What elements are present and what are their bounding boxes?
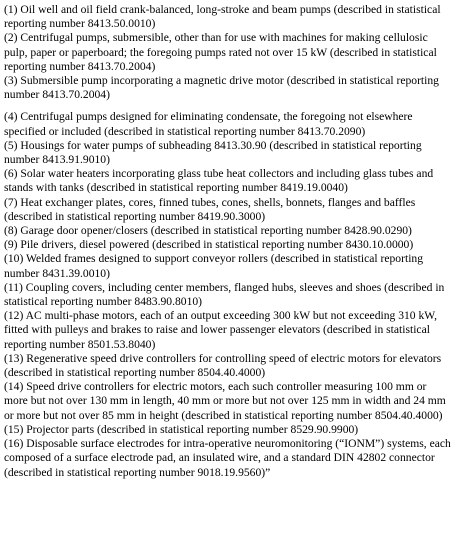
document-body — [4, 3, 453, 480]
list-item-14: (14) Speed drive controllers for electric motors, each such controller measuring 100 mm or more but not over 130 mm in length, 40 mm or more but not over 125 mm in width and 24 mm or more but not over 85 mm in height (described in statistical reporting number 8504.40.4000) — [4, 380, 446, 422]
list-item-4: (4) Centrifugal pumps designed for eliminating condensate, the foregoing not elsewhere specified or included (described in statistical reporting number 8413.70.2090) — [4, 110, 413, 138]
list-item-13: (13) Regenerative speed drive controllers for controlling speed of electric motors for elevators (described in statistical reporting number 8504.40.4000) — [4, 351, 442, 380]
list-item-6: (6) Solar water heaters incorporating glass tube heat collectors and including glass tubes and stands with tanks (described in statistical reporting number 8419.19.0040) — [4, 167, 434, 195]
list-item-5: (5) Housings for water pumps of subheading 8413.30.90 (described in statistical reporting number 8413.91.9010) — [4, 138, 422, 167]
list-item-1: (1) Oil well and oil field crank-balanced, long-stroke and beam pumps (described in statistical reporting number 8413.50.0010) — [4, 3, 441, 31]
list-item-8: (8) Garage door opener/closers (described in statistical reporting number 8428.90.0290) — [4, 224, 412, 238]
list-item-11: (11) Coupling covers, including center members, flanged hubs, sleeves and shoes (described in statistical reporting number 8483.90.8010) — [4, 280, 445, 309]
paragraph-gap — [4, 102, 453, 110]
list-item-7: (7) Heat exchanger plates, cores, finned tubes, cones, shells, bonnets, flanges and baffles (described in statistical reporting number 8419.90.3000) — [4, 195, 416, 223]
list-item-12: (12) AC multi-phase motors, each of an output exceeding 300 kW but not exceeding 310 kW, fitted with pulleys and brakes to raise and lower passenger elevators (described in statistical reporting number 8501.53.8040) — [4, 309, 438, 351]
list-item-2: (2) Centrifugal pumps, submersible, other than for use with machines for making cellulosic pulp, paper or paperboard; the foregoing pumps rated not over 15 kW (described in statistical reporting number 8413.70.2004) — [4, 31, 437, 73]
list-item-16: (16) Disposable surface electrodes for intra-operative neuromonitoring (“IONM”) systems, each composed of a surface electrode pad, an insulated wire, and a standard DIN 42802 connector (described in statistical reporting number 9018.19.9560)” — [4, 437, 451, 479]
list-item-10: (10) Welded frames designed to support conveyor rollers (described in statistical reporting number 8431.39.0010) — [4, 252, 424, 280]
list-item-3: (3) Submersible pump incorporating a magnetic drive motor (described in statistical reporting number 8413.70.2004) — [4, 74, 439, 102]
list-item-9: (9) Pile drivers, diesel powered (described in statistical reporting number 8430.10.0000) — [4, 238, 414, 252]
list-item-15: (15) Projector parts (described in statistical reporting number 8529.90.9900) — [4, 422, 359, 436]
